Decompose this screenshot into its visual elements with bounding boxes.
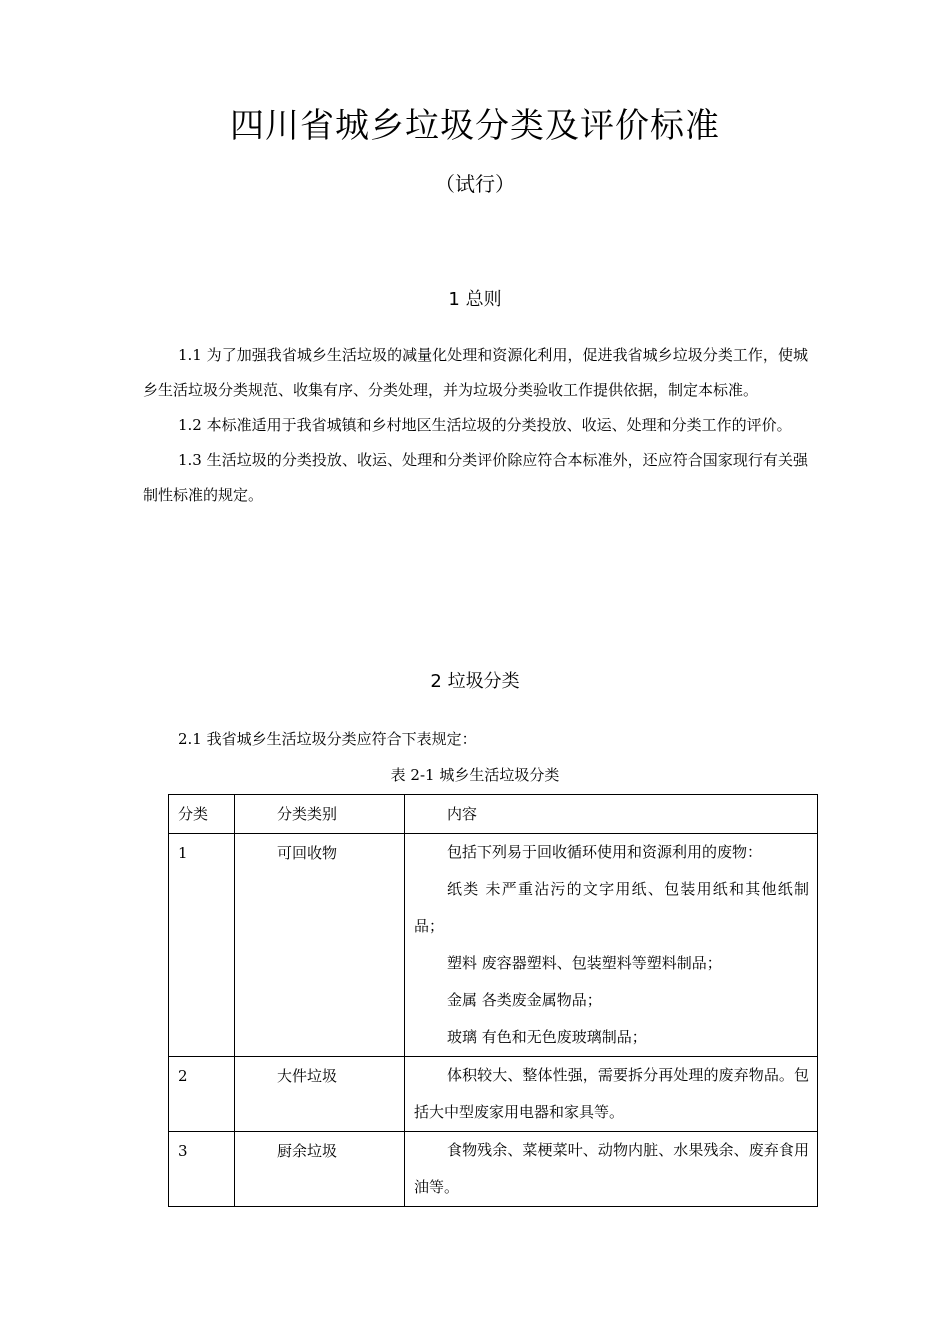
row-category: 厨余垃圾 (235, 1132, 405, 1207)
row-category: 可回收物 (235, 834, 405, 1057)
row-content (405, 834, 818, 1057)
clause-2-1-wrapper (143, 722, 808, 757)
content-line: 金属 各类废金属物品； (447, 991, 602, 1009)
table-row (169, 1132, 818, 1207)
clause-1-3: 1.3 生活垃圾的分类投放、收运、处理和分类评价除应符合本标准外，还应符合国家现行有关强制性标准的规定。 (143, 451, 808, 504)
row-number: 2 (169, 1057, 235, 1132)
classification-table (168, 794, 818, 1207)
content-line: 体积较大、整体性强，需要拆分再处理的废弃物品。包括大中型废家用电器和家具等。 (414, 1066, 809, 1121)
table-row (169, 834, 818, 1057)
row-content (405, 1057, 818, 1132)
content-line: 包括下列易于回收循环使用和资源利用的废物： (447, 843, 763, 861)
row-number: 1 (169, 834, 235, 1057)
row-content (405, 1132, 818, 1207)
table-row (169, 1057, 818, 1132)
content-line: 纸类 未严重沾污的文字用纸、包装用纸和其他纸制品； (414, 880, 809, 935)
table-header-row (169, 795, 818, 834)
header-content: 内容 (405, 795, 818, 834)
clause-1-1: 1.1 为了加强我省城乡生活垃圾的减量化处理和资源化利用，促进我省城乡垃圾分类工作，使城乡生活垃圾分类规范、收集有序、分类处理，并为垃圾分类验收工作提供依据，制定本标准。 (143, 346, 808, 399)
row-category: 大件垃圾 (235, 1057, 405, 1132)
document-title: 四川省城乡垃圾分类及评价标准 (230, 106, 720, 146)
document-subtitle: （试行） (435, 172, 515, 196)
clause-1-2: 1.2 本标准适用于我省城镇和乡村地区生活垃圾的分类投放、收运、处理和分类工作的评价。 (178, 416, 792, 434)
header-class: 分类 (169, 795, 235, 834)
header-category: 分类类别 (235, 795, 405, 834)
section-heading-general: 1 总则 (448, 289, 502, 310)
section-heading-classification: 2 垃圾分类 (430, 671, 520, 692)
table-caption: 表 2-1 城乡生活垃圾分类 (390, 766, 560, 784)
row-number: 3 (169, 1132, 235, 1207)
content-line: 玻璃 有色和无色废玻璃制品； (447, 1028, 647, 1046)
content-line: 食物残余、菜梗菜叶、动物内脏、水果残余、废弃食用油等。 (414, 1141, 809, 1196)
section-general-clauses (143, 338, 808, 513)
clause-2-1: 2.1 我省城乡生活垃圾分类应符合下表规定： (178, 730, 477, 748)
content-line: 塑料 废容器塑料、包装塑料等塑料制品； (447, 954, 722, 972)
